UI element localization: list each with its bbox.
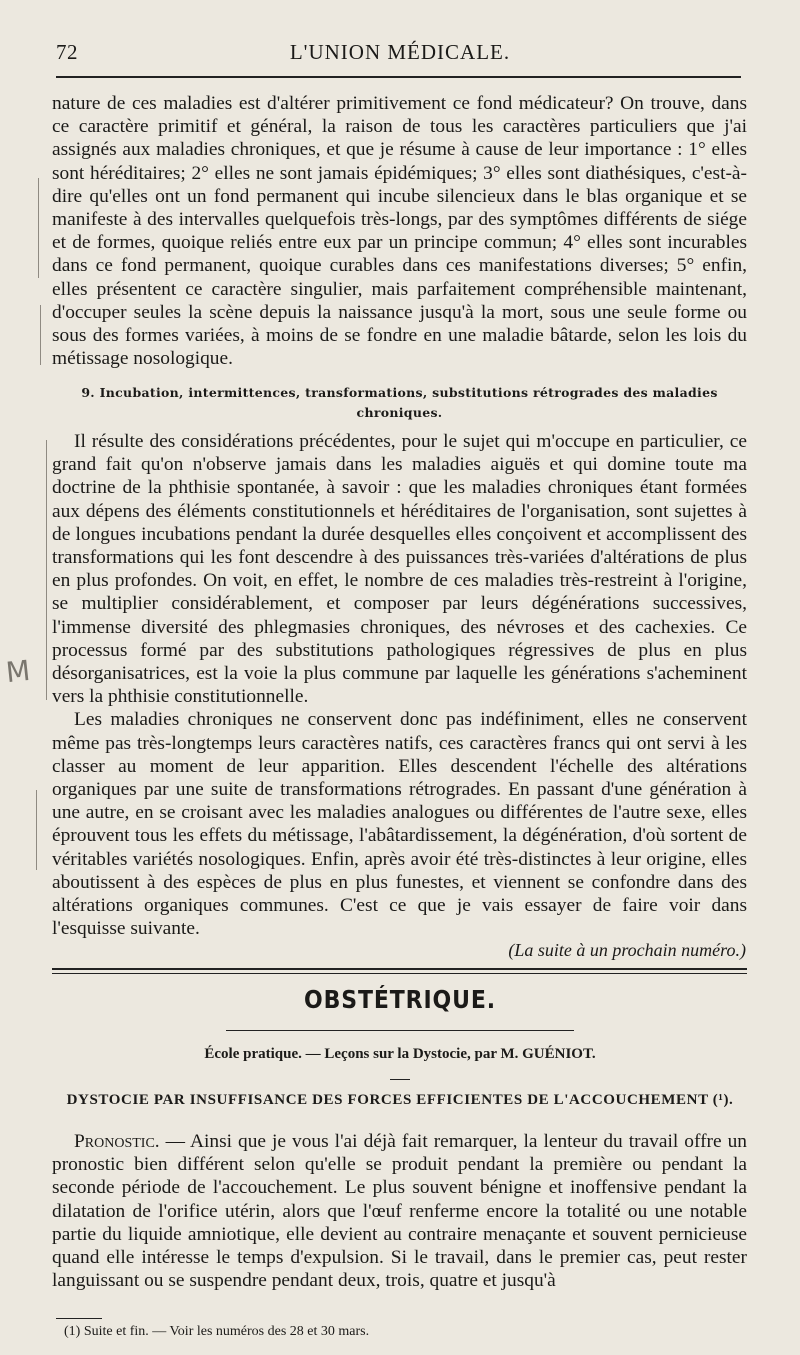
margin-pencil-line — [40, 305, 41, 365]
header-rule — [56, 76, 741, 78]
body-section-3 — [52, 1130, 747, 1292]
margin-pencil-line — [36, 790, 37, 870]
paragraph — [52, 1130, 747, 1292]
paragraph: Les maladies chroniques ne conservent donc pas indéfiniment, elles ne conservent même pas très-longtemps leurs caractères natifs, ces caractères francs qui ont servi à les classer au moment de leur apparition. Elles descendent l'échelle des altérations organiques par une suite de transformations rétrogrades. En passant d'une génération à une autre, en se croisant avec les maladies analogues ou différentes de l'autre sexe, elles éprouvent tous les effets du métissage, l'abâtardissement, la dégénération, d'où sortent de véritables variétés nosologiques. Enfin, après avoir été très-distinctes à leur origine, elles aboutissent à des espèces de plus en plus funestes, et viennent se confondre dans des altérations organiques communes. C'est ce que je vais essayer de faire voir dans l'esquisse suivante. — [52, 709, 747, 940]
continuation-note: (La suite à un prochain numéro.) — [508, 940, 746, 960]
section-divider — [52, 973, 747, 974]
paragraph-lead: Pronostic. — [74, 1131, 160, 1152]
paragraph: Il résulte des considérations précédentes, pour le sujet qui m'occupe en particulier, ce grand fait qu'on n'observe jamais dans les maladies aiguës et qui domine toute ma doctrine de la phthisie spontanée, à savoir : que les maladies chroniques étant formées aux dépens des éléments constitutionnels et héréditaires de l'organisation, sont sujettes à de longues incubations pendant la durée desquelles elles conçoivent et accomplissent des transformations qui les font descendre à des puissances très-variées d'altérations de plus en plus profondes. On voit, en effet, le nombre de ces maladies très-restreint à l'origine, se multiplier considérablement, et composer par leurs dégénérations successives, l'immense diversité des phlegmasies chroniques, des névroses et des cachexies. Ce processus formé par des substitutions pathologiques régressives de plus en plus désorganisatrices, est la voie la plus commune par laquelle les générations s'acheminent vers la phthisie constitutionnelle. — [52, 431, 747, 708]
title-rule — [226, 1030, 574, 1031]
footnote: (1) Suite et fin. — Voir les numéros des 28 et 30 mars. — [64, 1324, 370, 1339]
margin-pencil-line — [38, 178, 39, 278]
section-title: OBSTÉTRIQUE. — [303, 985, 497, 1014]
paragraph-body: — Ainsi que je vous l'ai déjà fait remarquer, la lenteur du travail offre un pronostic bien différent selon qu'elle se produit pendant la première ou pendant la seconde période de l'accouchement. Le plus souvent bénigne et inoffensive pendant la dilatation de l'orifice utérin, alors que l'œuf renferme encore la totalité ou une notable partie du liquide amniotique, elle devient au contraire menaçante et souvent pernicieuse quand elle intéresse le temps d'expulsion. Si le travail, dans le premier cas, peut rester languissant ou se suspendre pendant deux, trois, quatre et jusqu'à — [52, 1131, 747, 1292]
short-rule — [390, 1079, 410, 1080]
margin-pencil-line — [46, 440, 47, 700]
margin-handwriting: M — [4, 653, 32, 690]
section-divider — [52, 968, 747, 970]
footnote-rule — [56, 1318, 102, 1319]
section-subheading: 9. Incubation, intermittences, transformations, substitutions rétrogrades des maladies chroniques. — [81, 385, 718, 420]
body-section-2 — [52, 430, 747, 940]
body-section-1 — [52, 92, 747, 370]
lesson-heading: École pratique. — Leçons sur la Dystocie, par M. GUÉNIOT. — [204, 1046, 596, 1062]
paragraph: nature de ces maladies est d'altérer primitivement ce fond médicateur? On trouve, dans ce caractère primitif et général, la raison de tous les caractères particuliers que j'ai assignés aux maladies chroniques, et que je résume à cause de leur importance : 1° elles sont héréditaires; 2° elles ne sont jamais épidémiques; 3° elles sont diathésiques, c'est-à-dire qu'elles ont un fond permanent qui incube silencieux dans le blas organique et se manifeste à des intervalles quelquefois très-longs, par des symptômes différents de siége et de formes, quoique reliés entre eux par un principe commun; 4° elles sont incurables dans ce fond permanent, quoique curables dans ces manifestations diverses; 5° enfin, elles présentent ce caractère singulier, mais parfaitement compréhensible maintenant, d'occuper seules la scène depuis la naissance jusqu'à la mort, sous une seule forme ou sous des formes variées, à moins de se fondre en une maladie bâtarde, selon les lois du métissage nosologique. — [52, 93, 747, 370]
subsection-heading: DYSTOCIE PAR INSUFFISANCE DES FORCES EFFICIENTES DE L'ACCOUCHEMENT (¹). — [66, 1092, 734, 1108]
page-number: 72 — [56, 40, 78, 64]
running-head: L'UNION MÉDICALE. — [289, 40, 511, 64]
